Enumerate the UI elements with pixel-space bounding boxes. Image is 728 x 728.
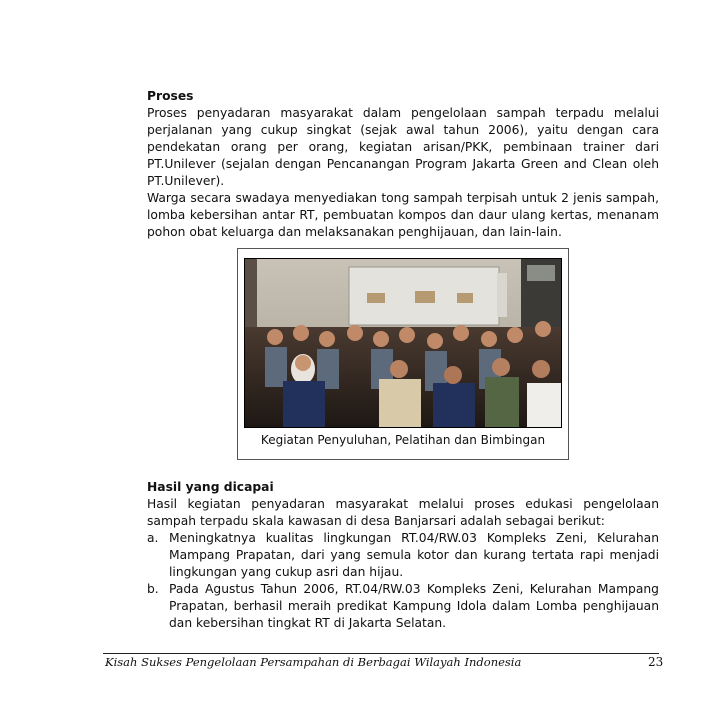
section-proses: [147, 88, 659, 241]
photo-illustration: [245, 259, 561, 427]
list-item-text: Meningkatnya kualitas lingkungan RT.04/RW.03 Kompleks Zeni, Kelurahan Mampang Prapatan, dari yang semula kotor dan kurang tertata rapi menjadi lingkungan yang cukup asri dan hijau.: [169, 531, 659, 579]
list-marker: a.: [147, 531, 159, 545]
page-number: 23: [648, 655, 664, 669]
paragraph-hasil-intro: Hasil kegiatan penyadaran masyarakat melalui proses edukasi pengelolaan sampah terpadu skala kawasan di desa Banjarsari adalah sebagai berikut:: [147, 497, 659, 528]
section-hasil: [147, 479, 659, 632]
section-heading-proses: Proses: [147, 89, 194, 103]
list-marker: b.: [147, 582, 159, 596]
photo-training-session: [244, 258, 562, 428]
section-heading-hasil: Hasil yang dicapai: [147, 480, 274, 494]
paragraph-proses-2: Warga secara swadaya menyediakan tong sampah terpisah untuk 2 jenis sampah, lomba kebersihan antar RT, pembuatan kompos dan daur ulang kertas, menanam pohon obat keluarga dan melaksanakan penghijauan, dan lain-lain.: [147, 191, 659, 239]
list-item: [147, 581, 659, 632]
photo-figure: [237, 248, 569, 460]
figure-caption: Kegiatan Penyuluhan, Pelatihan dan Bimbingan: [260, 433, 546, 447]
footer-divider: [103, 653, 659, 654]
list-item: [147, 530, 659, 581]
results-list: [147, 530, 659, 632]
list-item-text: Pada Agustus Tahun 2006, RT.04/RW.03 Kompleks Zeni, Kelurahan Mampang Prapatan, berhasil meraih predikat Kampung Idola dalam Lomba penghijauan dan kebersihan tingkat RT di Jakarta Selatan.: [169, 582, 659, 630]
footer-title: Kisah Sukses Pengelolaan Persampahan di Berbagai Wilayah Indonesia: [105, 655, 522, 669]
paragraph-proses-1: Proses penyadaran masyarakat dalam pengelolaan sampah terpadu melalui perjalanan yang cukup singkat (sejak awal tahun 2006), yaitu dengan cara pendekatan orang per orang, kegiatan arisan/PKK, pembinaan trainer dari PT.Unilever (sejalan dengan Pencanangan Program Jakarta Green and Clean oleh PT.Unilever).: [147, 106, 659, 188]
